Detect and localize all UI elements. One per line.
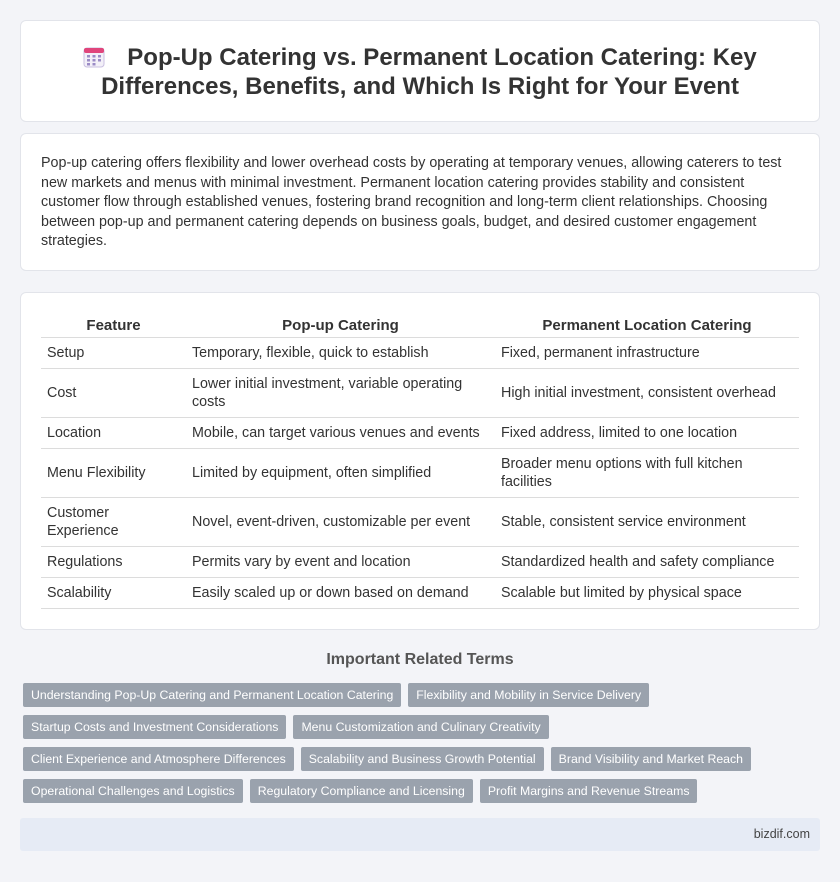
table-cell: Broader menu options with full kitchen facilities bbox=[495, 448, 799, 497]
column-header-popup: Pop-up Catering bbox=[186, 315, 495, 337]
table-row bbox=[41, 546, 799, 577]
related-term-tag[interactable]: Menu Customization and Culinary Creativity bbox=[293, 715, 548, 739]
related-term-tag[interactable]: Flexibility and Mobility in Service Delivery bbox=[408, 683, 649, 707]
table-cell: Temporary, flexible, quick to establish bbox=[186, 337, 495, 368]
table-cell: High initial investment, consistent overhead bbox=[495, 368, 799, 417]
related-term-tag[interactable]: Scalability and Business Growth Potential bbox=[301, 747, 544, 771]
table-cell: Scalable but limited by physical space bbox=[495, 577, 799, 608]
column-header-feature: Feature bbox=[41, 315, 186, 337]
table-row bbox=[41, 497, 799, 546]
related-term-tag[interactable]: Understanding Pop-Up Catering and Permanent Location Catering bbox=[23, 683, 401, 707]
table-cell: Fixed address, limited to one location bbox=[495, 417, 799, 448]
comparison-table-card bbox=[20, 292, 820, 630]
related-term-tag[interactable]: Client Experience and Atmosphere Differences bbox=[23, 747, 294, 771]
footer-brand[interactable]: bizdif.com bbox=[753, 827, 810, 841]
table-cell: Mobile, can target various venues and events bbox=[186, 417, 495, 448]
table-row bbox=[41, 337, 799, 368]
table-cell: Standardized health and safety compliance bbox=[495, 546, 799, 577]
table-cell: Easily scaled up or down based on demand bbox=[186, 577, 495, 608]
table-cell: Fixed, permanent infrastructure bbox=[495, 337, 799, 368]
table-cell: Customer Experience bbox=[41, 497, 186, 546]
intro-card bbox=[20, 133, 820, 271]
table-cell: Permits vary by event and location bbox=[186, 546, 495, 577]
related-term-tag[interactable]: Profit Margins and Revenue Streams bbox=[480, 779, 698, 803]
table-row bbox=[41, 417, 799, 448]
table-header-row bbox=[41, 315, 799, 337]
related-term-tag[interactable]: Brand Visibility and Market Reach bbox=[551, 747, 751, 771]
table-cell: Scalability bbox=[41, 577, 186, 608]
table-cell: Menu Flexibility bbox=[41, 448, 186, 497]
page-title-text: Pop-Up Catering vs. Permanent Location Catering: Key Differences, Benefits, and Which Is Right for Your Event bbox=[101, 44, 757, 100]
related-term-tag[interactable]: Regulatory Compliance and Licensing bbox=[250, 779, 473, 803]
table-cell: Stable, consistent service environment bbox=[495, 497, 799, 546]
related-terms-heading: Important Related Terms bbox=[326, 651, 514, 668]
page-title bbox=[21, 43, 819, 101]
comparison-table bbox=[41, 315, 799, 609]
table-row bbox=[41, 368, 799, 417]
table-cell: Regulations bbox=[41, 546, 186, 577]
footer bbox=[20, 818, 820, 851]
intro-paragraph: Pop-up catering offers flexibility and lower overhead costs by operating at temporary venues, allowing caterers to test new markets and menus with minimal investment. Permanent location catering provides stability and consistent customer flow through established venues, fostering brand recognition and long-term client relationships. Choosing between pop-up and permanent catering depends on business goals, budget, and desired customer engagement strategies. bbox=[41, 155, 782, 249]
column-header-permanent: Permanent Location Catering bbox=[495, 315, 799, 337]
related-term-tag[interactable]: Operational Challenges and Logistics bbox=[23, 779, 243, 803]
table-cell: Limited by equipment, often simplified bbox=[186, 448, 495, 497]
table-cell: Setup bbox=[41, 337, 186, 368]
related-terms-list bbox=[23, 683, 813, 803]
table-cell: Novel, event-driven, customizable per event bbox=[186, 497, 495, 546]
table-cell: Cost bbox=[41, 368, 186, 417]
title-card bbox=[20, 20, 820, 122]
table-cell: Location bbox=[41, 417, 186, 448]
related-term-tag[interactable]: Startup Costs and Investment Considerations bbox=[23, 715, 286, 739]
table-row bbox=[41, 448, 799, 497]
calendar-icon bbox=[83, 46, 105, 68]
table-cell: Lower initial investment, variable operating costs bbox=[186, 368, 495, 417]
table-row bbox=[41, 577, 799, 608]
